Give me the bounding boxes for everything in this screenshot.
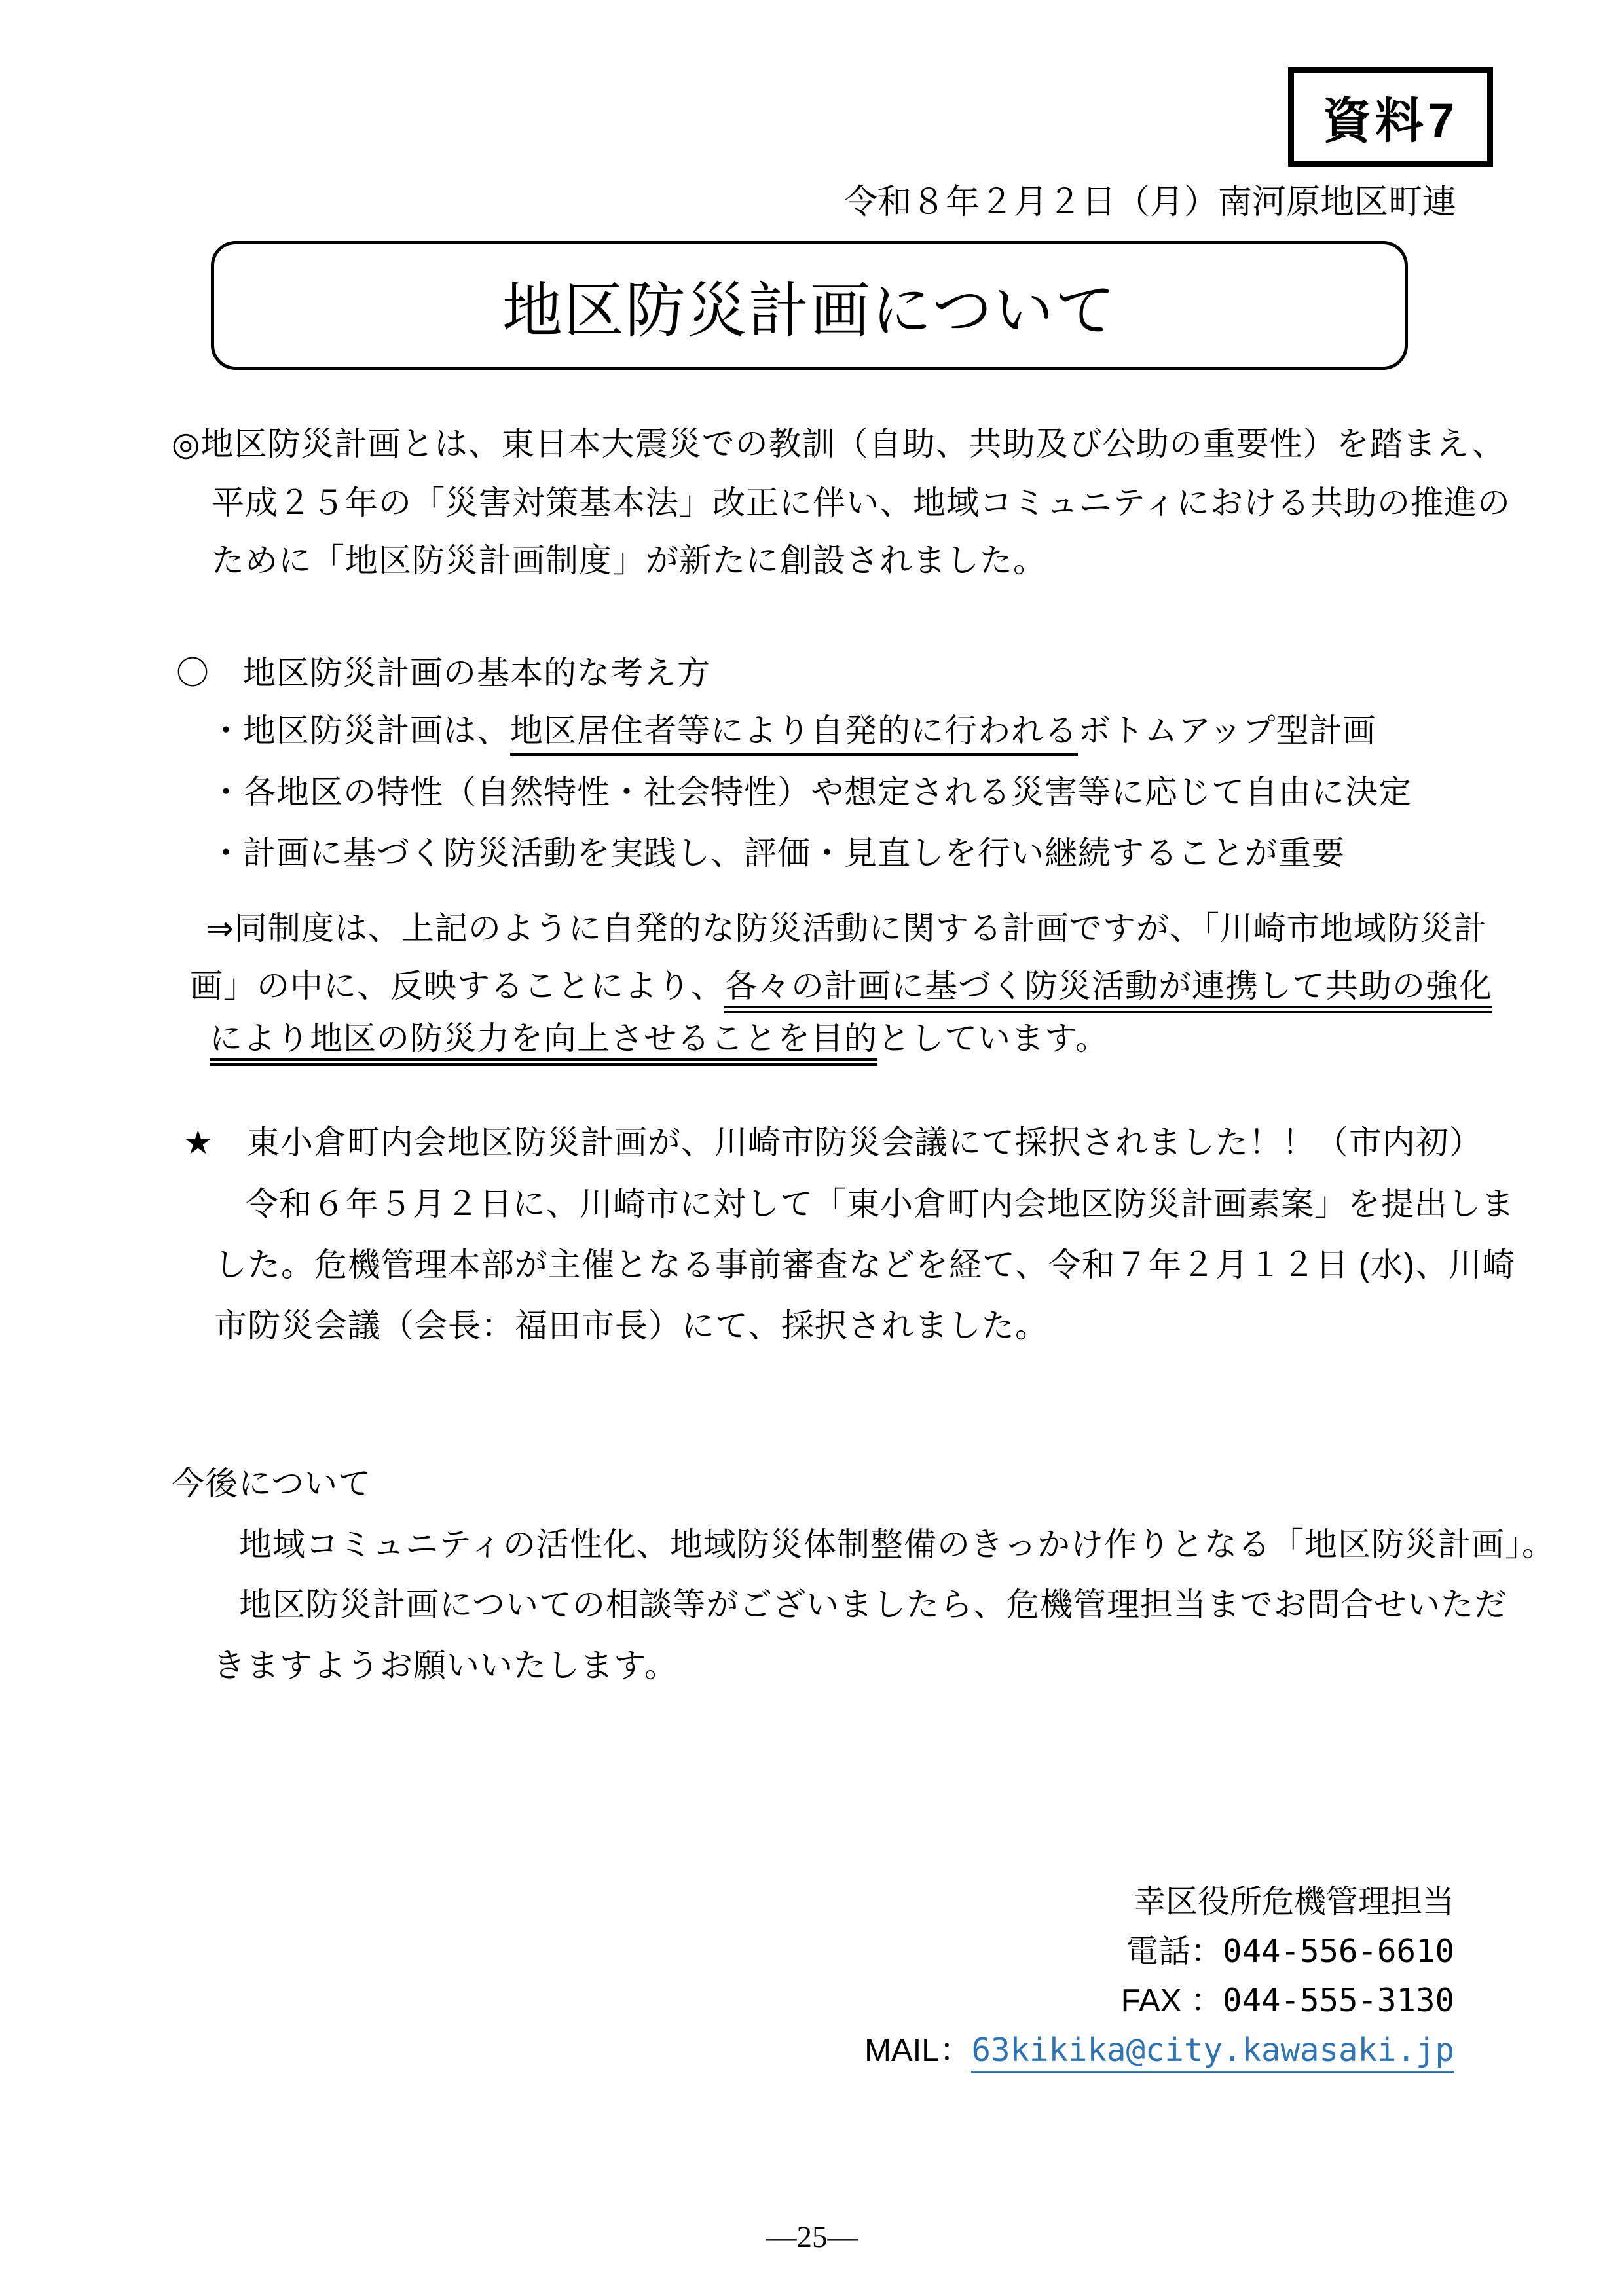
bullet1-pre: ・地区防災計画は、: [210, 712, 510, 749]
date-line: 令和８年２月２日（月）南河原地区町連: [843, 183, 1456, 221]
contact-tel-label: 電話：: [1126, 1934, 1223, 1969]
intro-line-2: 平成２５年の「災害対策基本法」改正に伴い、地域コミュニティにおける共助の推進の: [212, 484, 1511, 521]
contact-fax-line: [1121, 1975, 1454, 2021]
basics-bullet-2: ・各地区の特性（自然特性・社会特性）や想定される災害等に応じて自由に決定: [210, 774, 1412, 811]
contact-fax-value: 044-555-3130: [1222, 1982, 1454, 2019]
doc-label: 資料7: [1322, 94, 1459, 148]
basics-bullet-1: [210, 711, 1376, 750]
intro-line-1: ◎地区防災計画とは、東日本大震災での教訓（自助、共助及び公助の重要性）を踏まえ、: [172, 426, 1505, 462]
note-line2-underlined-text: 各々の計画に基づく防災活動が連携して共助の強化: [724, 968, 1492, 1013]
contact-office: 幸区役所危機管理担当: [1133, 1884, 1454, 1920]
contact-mail-label: MAIL：: [864, 2033, 972, 2068]
adoption-heading: ★ 東小倉町内会地区防災計画が、川崎市防災会議にて採択されました！！（市内初）: [183, 1124, 1483, 1161]
page-number: ―25―: [766, 2220, 858, 2254]
page-title: 地区防災計画について: [502, 277, 1117, 344]
note-line2-pre: 画」の中に、反映することにより、: [190, 968, 724, 1004]
bullet1-underlined-text: 地区居住者等により自発的に行われる: [510, 712, 1078, 756]
adoption-line-2: した。危機管理本部が主催となる事前審査などを経て、令和７年２月１２日 (水)、川崎: [214, 1247, 1516, 1283]
future-line-1: 地域コミュニティの活性化、地域防災体制整備のきっかけ作りとなる「地区防災計画」。: [239, 1526, 1555, 1563]
bullet1-post: ボトムアップ型計画: [1078, 712, 1376, 749]
adoption-line-1: 令和６年５月２日に、川崎市に対して「東小倉町内会地区防災計画素案」を提出しま: [246, 1186, 1515, 1222]
note-line-1: ⇒同制度は、上記のように自発的な防災活動に関する計画ですが、「川崎市地域防災計: [206, 910, 1487, 947]
note-line3-post: としています。: [877, 1020, 1109, 1057]
note-line3-underlined-text: により地区の防災力を向上させることを目的: [210, 1020, 877, 1066]
intro-line-3: ために「地区防災計画制度」が新たに創設されました。: [212, 542, 1046, 579]
future-line-2: 地区防災計画についての相談等がございましたら、危機管理担当までお問合せいただ: [239, 1586, 1507, 1623]
adoption-line-3: 市防災会議（会長：福田市長）にて、採択されました。: [214, 1307, 1048, 1344]
contact-mail-line: [864, 2025, 1454, 2071]
title-box: [211, 241, 1408, 370]
contact-tel-line: [1126, 1926, 1454, 1972]
basics-heading: 〇 地区防災計画の基本的な考え方: [176, 655, 710, 691]
basics-bullet-3: ・計画に基づく防災活動を実践し、評価・見直しを行い継続することが重要: [210, 835, 1345, 871]
contact-tel-value: 044-556-6610: [1222, 1933, 1454, 1970]
future-heading: 今後について: [172, 1465, 371, 1502]
note-line-3: [210, 1019, 1109, 1058]
note-line-2: [190, 966, 1492, 1006]
future-line-3: きますようお願いいたします。: [213, 1647, 678, 1684]
contact-fax-label: FAX ：: [1120, 1983, 1223, 2018]
contact-mail-link[interactable]: 63kikika@city.kawasaki.jp: [971, 2032, 1454, 2073]
doc-label-box: [1288, 67, 1493, 167]
